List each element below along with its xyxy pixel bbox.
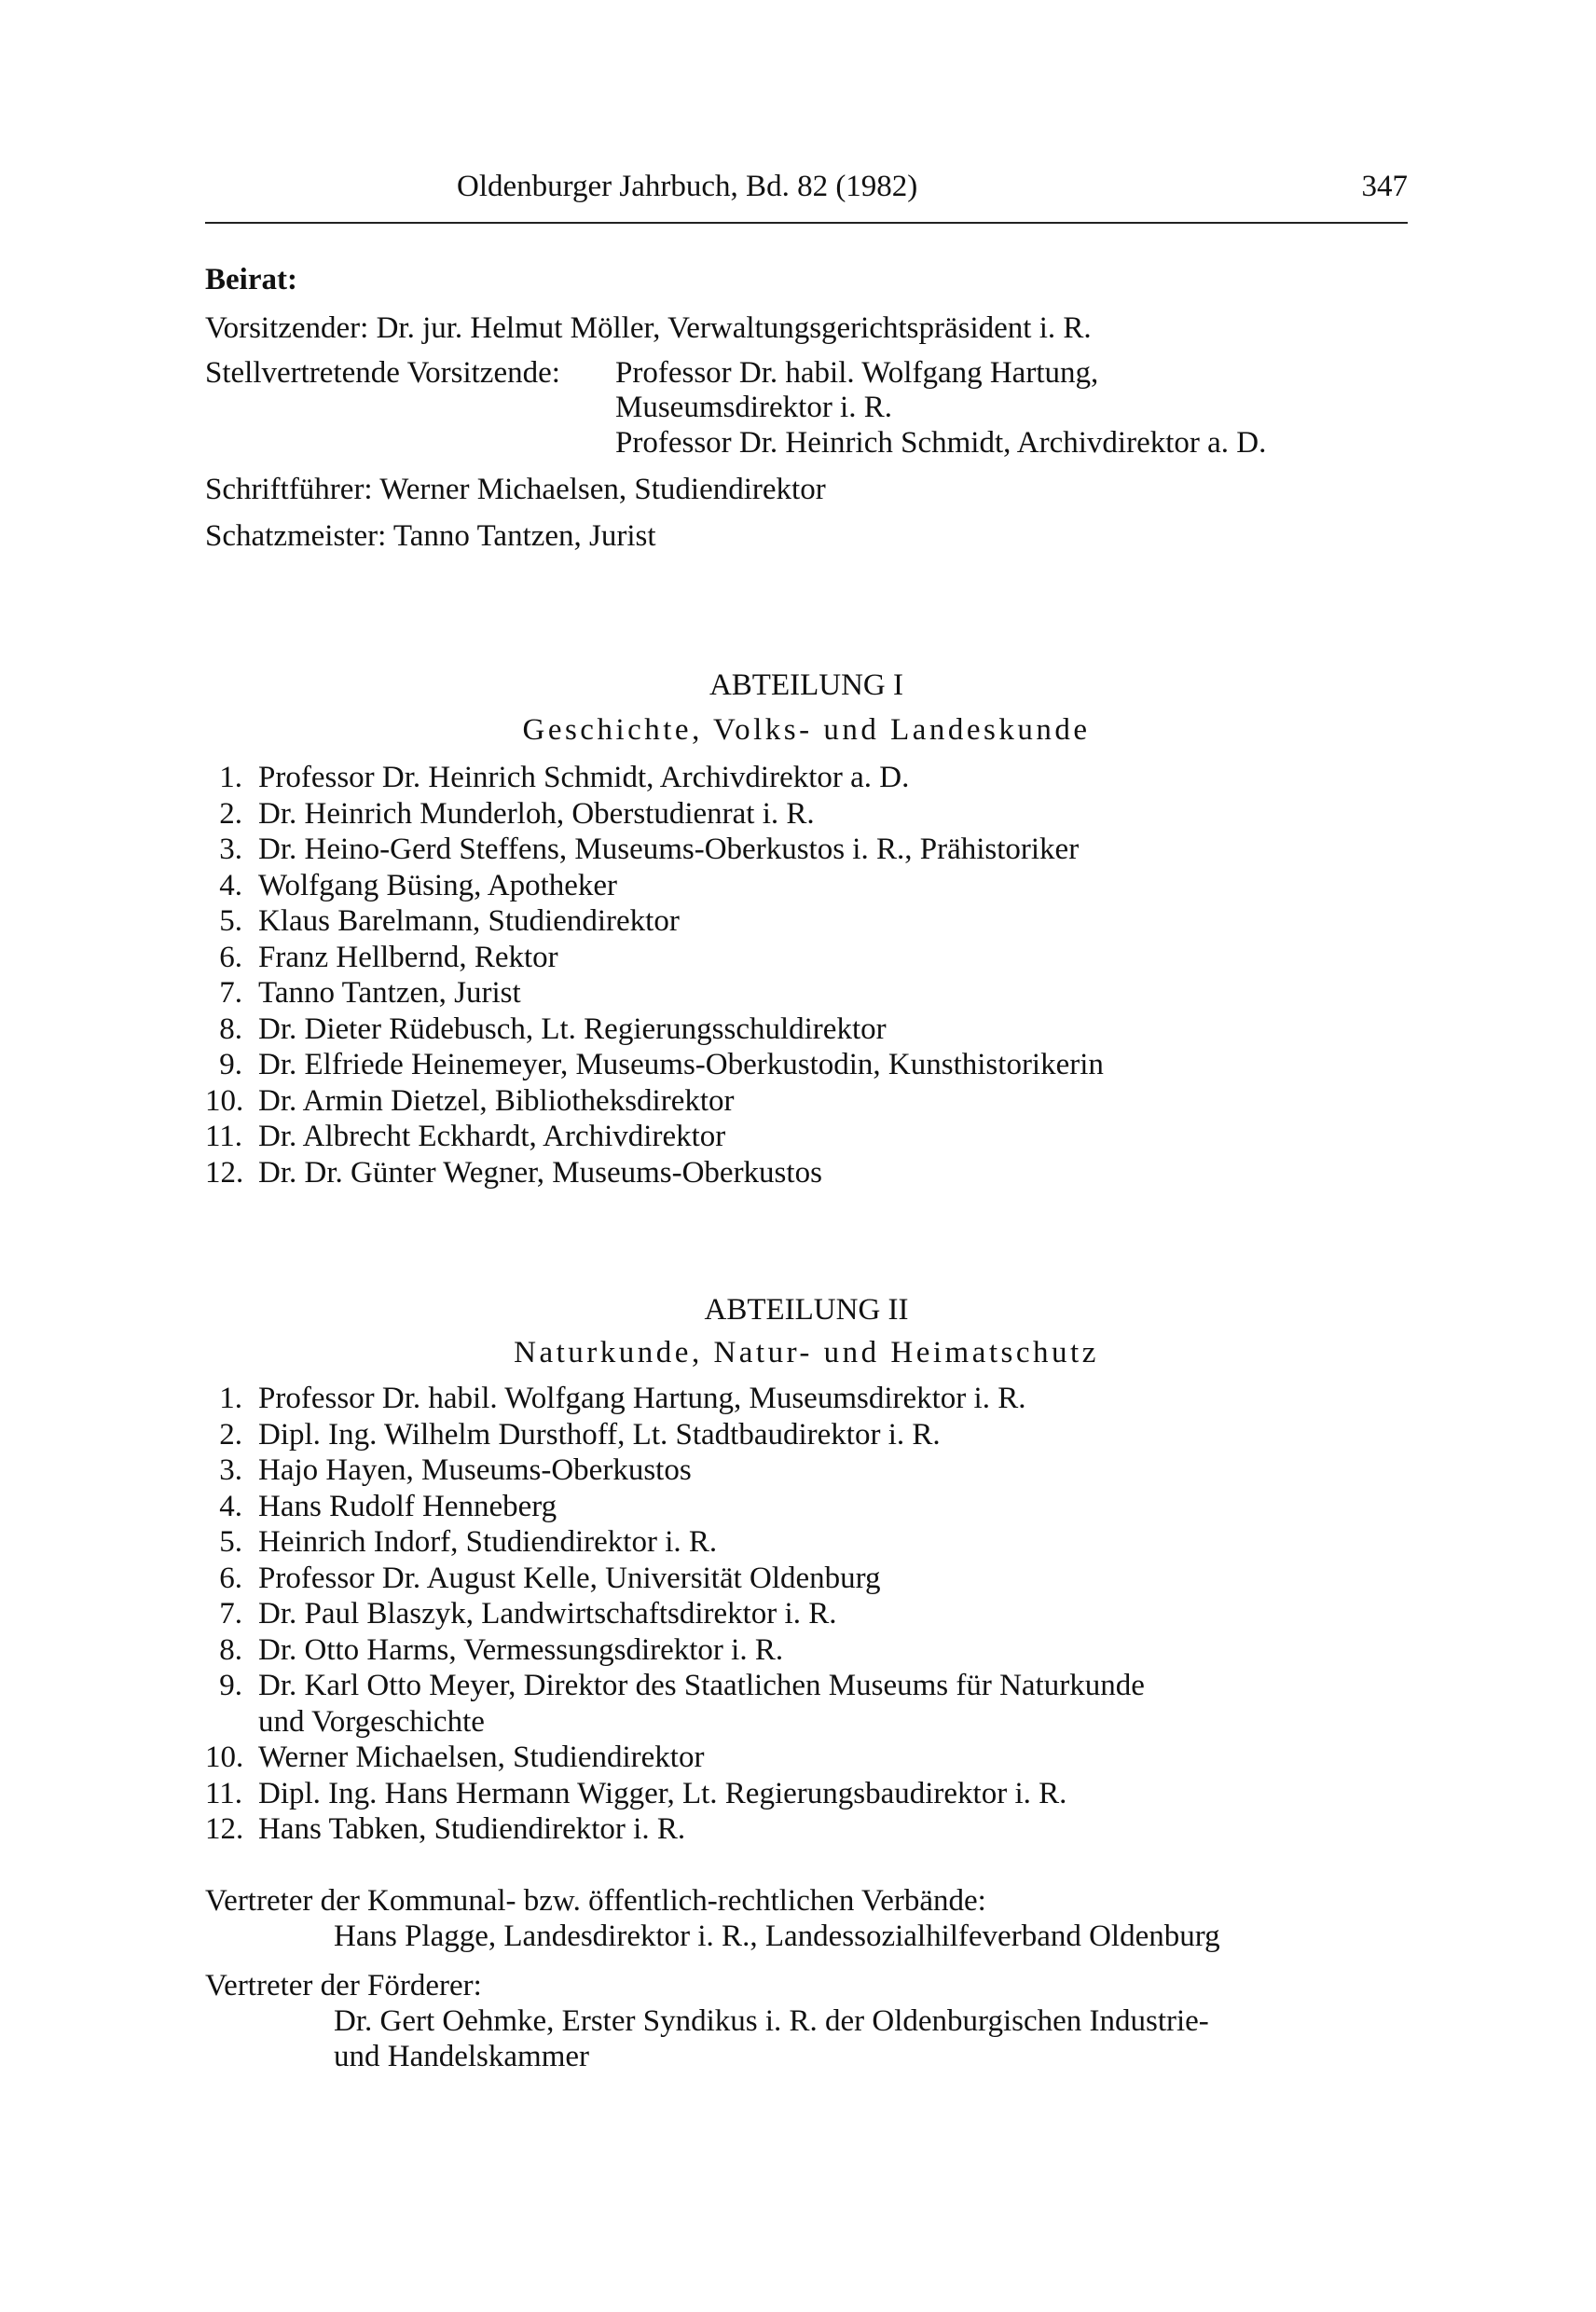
list-item-text: Dr. Heinrich Munderloh, Oberstudienrat i. R. xyxy=(258,796,815,831)
list-item xyxy=(205,1811,1417,1848)
list-item-text: Dr. Elfriede Heinemeyer, Museums-Oberkustodin, Kunsthistorikerin xyxy=(258,1048,1104,1081)
list-item xyxy=(205,832,1417,868)
vertreter-foerderer-line-2: und Handelskammer xyxy=(334,2040,590,2073)
list-item-number: 5. xyxy=(219,1525,242,1559)
list-item-number: 10. xyxy=(205,1741,244,1774)
list-item xyxy=(205,903,1417,940)
list-item-number: 11. xyxy=(205,1776,243,1810)
list-item-text: Hans Rudolf Henneberg xyxy=(258,1489,557,1523)
list-item-text: Professor Dr. habil. Wolfgang Hartung, Museumsdirektor i. R. xyxy=(258,1382,1026,1415)
list-item-text: Heinrich Indorf, Studiendirektor i. R. xyxy=(258,1525,718,1559)
list-item-number: 8. xyxy=(219,1012,242,1046)
list-item-text: Dipl. Ing. Hans Hermann Wigger, Lt. Regierungsbaudirektor i. R. xyxy=(258,1776,1067,1810)
list-item-number: 12. xyxy=(205,1812,244,1846)
list-item-text: Dr. Heino-Gerd Steffens, Museums-Oberkustos i. R., Prähistoriker xyxy=(258,833,1080,866)
abteilung-2-heading: ABTEILUNG II xyxy=(704,1293,909,1327)
list-item-text: Dr. Armin Dietzel, Bibliotheksdirektor xyxy=(258,1083,735,1118)
list-item xyxy=(205,1452,1417,1489)
list-item-number: 7. xyxy=(219,1597,242,1631)
running-title: Oldenburger Jahrbuch, Bd. 82 (1982) xyxy=(457,170,918,203)
list-item-text: Dr. Dr. Günter Wegner, Museums-Oberkustos xyxy=(258,1155,822,1190)
list-item xyxy=(205,868,1417,904)
list-item-text: Tanno Tantzen, Jurist xyxy=(258,976,521,1010)
vertreter-kommunal-name: Hans Plagge, Landesdirektor i. R., Landessozialhilfeverband Oldenburg xyxy=(334,1920,1220,1953)
header-rule xyxy=(205,222,1408,224)
list-item-text: Dr. Dieter Rüdebusch, Lt. Regierungsschuldirektor xyxy=(258,1012,887,1046)
list-item-text: Dr. Paul Blaszyk, Landwirtschaftsdirektor i. R. xyxy=(258,1597,837,1631)
list-item-number: 7. xyxy=(219,976,242,1010)
vertreter-kommunal-label: Vertreter der Kommunal- bzw. öffentlich-rechtlichen Verbände: xyxy=(205,1884,986,1918)
abteilung-1-list xyxy=(205,760,1417,1190)
list-item xyxy=(205,796,1417,833)
list-item-text: Dr. Karl Otto Meyer, Direktor des Staatlichen Museums für Naturkunde xyxy=(258,1669,1145,1702)
list-item-text: Klaus Barelmann, Studiendirektor xyxy=(258,904,680,938)
abteilung-2-list xyxy=(205,1381,1417,1848)
list-item xyxy=(205,1632,1417,1669)
list-item-number: 4. xyxy=(219,868,242,902)
list-item-text: Dr. Otto Harms, Vermessungsdirektor i. R. xyxy=(258,1632,784,1667)
list-item-number: 6. xyxy=(219,1561,242,1595)
list-item-number: 3. xyxy=(219,833,242,866)
list-item-number: 2. xyxy=(219,796,242,831)
list-item xyxy=(205,1083,1417,1120)
list-item xyxy=(205,1596,1417,1632)
beirat-schatzmeister: Schatzmeister: Tanno Tantzen, Jurist xyxy=(205,519,656,553)
list-item-number: 6. xyxy=(219,940,242,974)
list-item-number: 1. xyxy=(219,1382,242,1415)
list-item xyxy=(205,940,1417,976)
running-header xyxy=(205,170,1408,214)
list-item-number: 2. xyxy=(219,1417,242,1452)
list-item-number: 9. xyxy=(219,1669,242,1702)
list-item-number: 12. xyxy=(205,1155,244,1190)
list-item xyxy=(205,1381,1417,1417)
beirat-stellv-1a: Professor Dr. habil. Wolfgang Hartung, xyxy=(615,356,1099,390)
list-item-text: Werner Michaelsen, Studiendirektor xyxy=(258,1741,705,1774)
list-item-number: 10. xyxy=(205,1083,244,1118)
list-item xyxy=(205,760,1417,796)
list-item-number: 9. xyxy=(219,1048,242,1081)
list-item xyxy=(205,1012,1417,1048)
beirat-stellv-2: Professor Dr. Heinrich Schmidt, Archivdirektor a. D. xyxy=(615,426,1267,460)
beirat-heading: Beirat: xyxy=(205,263,297,296)
list-item xyxy=(205,1776,1417,1812)
list-item xyxy=(205,1668,1417,1704)
vertreter-foerderer-line-1: Dr. Gert Oehmke, Erster Syndikus i. R. der Oldenburgischen Industrie- xyxy=(334,2004,1209,2038)
list-item xyxy=(205,1524,1417,1561)
abteilung-2-subtitle: Naturkunde, Natur- und Heimatschutz xyxy=(514,1336,1099,1369)
list-item xyxy=(205,1047,1417,1083)
beirat-vorsitzender: Vorsitzender: Dr. jur. Helmut Möller, Verwaltungsgerichtspräsident i. R. xyxy=(205,311,1092,345)
list-item-text: Hans Tabken, Studiendirektor i. R. xyxy=(258,1812,686,1846)
list-item xyxy=(205,975,1417,1012)
list-item-text: Dr. Albrecht Eckhardt, Archivdirektor xyxy=(258,1120,726,1153)
list-item-number: 4. xyxy=(219,1489,242,1523)
beirat-stellv-label: Stellvertretende Vorsitzende: xyxy=(205,356,560,390)
list-item xyxy=(205,1740,1417,1776)
list-item-text: Dipl. Ing. Wilhelm Dursthoff, Lt. Stadtbaudirektor i. R. xyxy=(258,1417,941,1452)
list-item-text: Professor Dr. Heinrich Schmidt, Archivdirektor a. D. xyxy=(258,761,910,794)
list-item-number: 11. xyxy=(205,1120,243,1153)
list-item xyxy=(205,1417,1417,1453)
beirat-stellv-1b: Museumsdirektor i. R. xyxy=(615,391,892,424)
list-item xyxy=(205,1489,1417,1525)
abteilung-1-heading: ABTEILUNG I xyxy=(709,668,904,702)
list-item xyxy=(205,1155,1417,1191)
list-item-number: 1. xyxy=(219,761,242,794)
beirat-schriftfuehrer: Schriftführer: Werner Michaelsen, Studiendirektor xyxy=(205,473,826,506)
abteilung-1-subtitle: Geschichte, Volks- und Landeskunde xyxy=(522,713,1091,747)
list-item xyxy=(205,1561,1417,1597)
page-number: 347 xyxy=(1361,170,1408,203)
list-item-number: 3. xyxy=(219,1453,242,1487)
list-item-number: 5. xyxy=(219,904,242,938)
list-item-number: 8. xyxy=(219,1632,242,1667)
list-item-text: Professor Dr. August Kelle, Universität Oldenburg xyxy=(258,1561,881,1595)
list-item xyxy=(205,1119,1417,1155)
list-item-continuation: und Vorgeschichte xyxy=(258,1704,485,1739)
vertreter-foerderer-label: Vertreter der Förderer: xyxy=(205,1969,482,2002)
list-item-text: Franz Hellbernd, Rektor xyxy=(258,940,558,974)
list-item-text: Wolfgang Büsing, Apotheker xyxy=(258,868,618,902)
list-item-text: Hajo Hayen, Museums-Oberkustos xyxy=(258,1453,692,1487)
